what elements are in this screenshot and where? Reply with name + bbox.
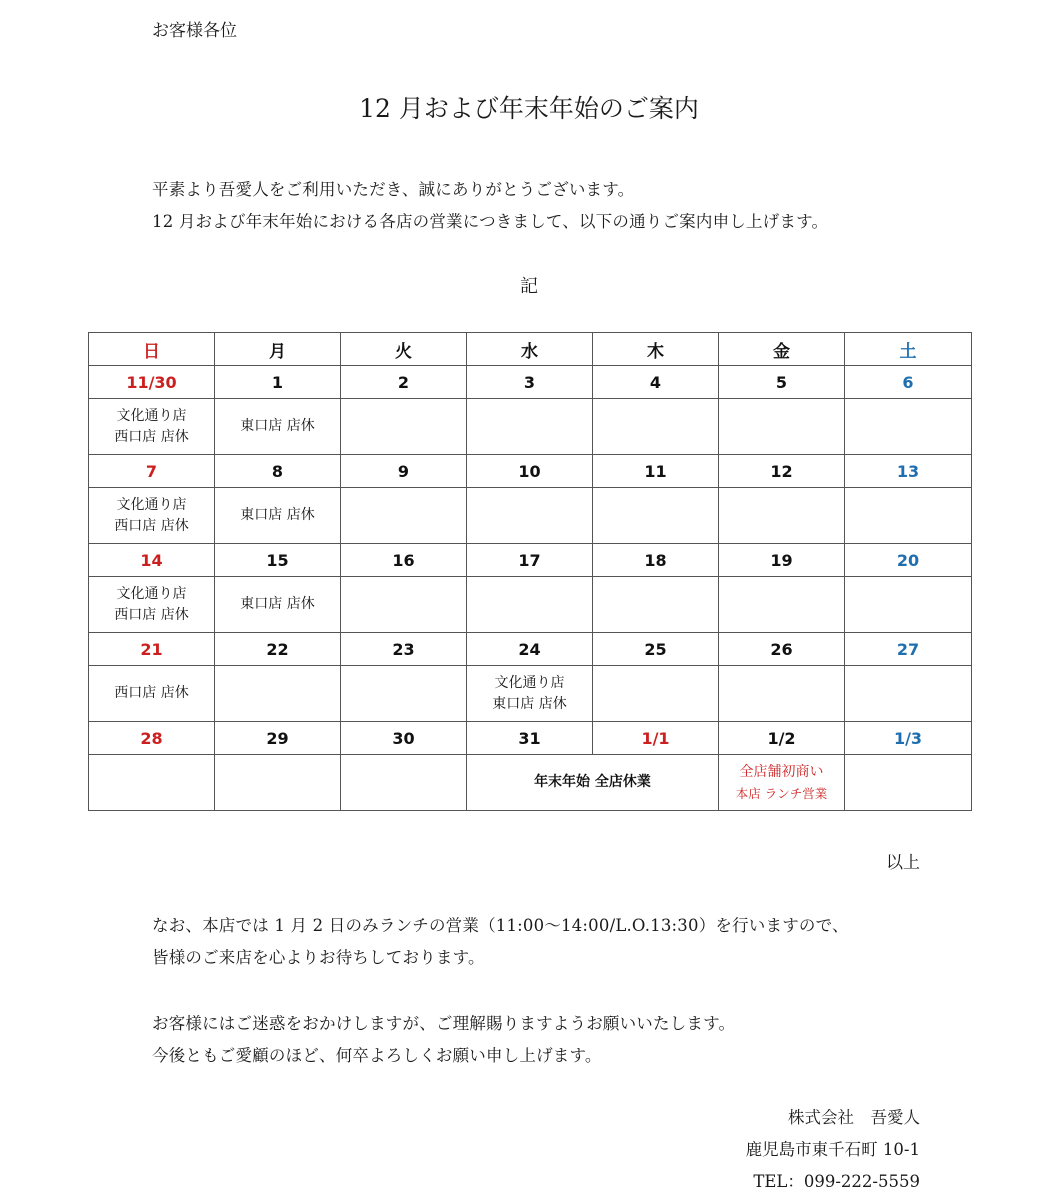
note-cell <box>845 488 972 544</box>
note-line: 東口店 店休 <box>240 596 315 612</box>
company-tel: TEL：099-222-5559 <box>753 1172 920 1191</box>
lunch-service-note: 本店 ランチ営業 <box>735 785 828 801</box>
note-cell <box>845 399 972 455</box>
date-cell: 26 <box>719 633 845 666</box>
date-cell: 15 <box>215 544 341 577</box>
note-line: 文化通り店 <box>116 585 187 602</box>
note-cell <box>341 399 467 455</box>
date-cell: 24 <box>467 633 593 666</box>
note-cell <box>341 488 467 544</box>
weekday-tuesday: 火 <box>341 333 467 366</box>
note-cell <box>467 399 593 455</box>
note-cell <box>593 666 719 722</box>
date-cell: 1/3 <box>845 722 972 755</box>
note-cell <box>845 755 972 811</box>
date-cell: 12 <box>719 455 845 488</box>
date-row <box>89 722 972 755</box>
note-cell <box>593 399 719 455</box>
note-cell <box>89 666 215 722</box>
note-cell <box>215 666 341 722</box>
note-cell <box>89 577 215 633</box>
note-cell <box>593 488 719 544</box>
note-cell <box>89 755 215 811</box>
note-cell <box>89 488 215 544</box>
addressee: お客様各位 <box>152 21 237 41</box>
closing-line-1: お客様にはご迷惑をおかけしますが、ご理解賜りますようお願いいたします。 <box>152 1014 736 1033</box>
date-cell: 11 <box>593 455 719 488</box>
date-cell: 4 <box>593 366 719 399</box>
holiday-closure-note: 年末年始 全店休業 <box>467 755 719 811</box>
note-line: 西口店 店休 <box>114 606 189 623</box>
date-cell: 29 <box>215 722 341 755</box>
note-cell <box>845 577 972 633</box>
date-cell: 10 <box>467 455 593 488</box>
note-cell <box>215 755 341 811</box>
note-cell <box>215 488 341 544</box>
date-cell: 14 <box>89 544 215 577</box>
note-cell <box>719 577 845 633</box>
date-cell: 2 <box>341 366 467 399</box>
schedule-calendar <box>88 332 972 811</box>
intro-line-2: 12 月および年末年始における各店の営業につきまして、以下の通りご案内申し上げます。 <box>152 212 829 231</box>
date-cell: 18 <box>593 544 719 577</box>
note-line: 文化通り店 <box>494 674 565 691</box>
note-line: 東口店 店休 <box>240 418 315 434</box>
date-cell: 25 <box>593 633 719 666</box>
notes-row <box>89 755 972 811</box>
weekday-wednesday: 水 <box>467 333 593 366</box>
notes-row <box>89 399 972 455</box>
date-row <box>89 633 972 666</box>
note-line: 西口店 店休 <box>114 428 189 445</box>
ijo-closing-mark: 以上 <box>886 853 920 873</box>
note-cell <box>845 666 972 722</box>
date-cell: 1 <box>215 366 341 399</box>
date-row <box>89 544 972 577</box>
date-cell: 11/30 <box>89 366 215 399</box>
date-cell: 8 <box>215 455 341 488</box>
note-cell <box>341 666 467 722</box>
note-line: 東口店 店休 <box>492 695 567 712</box>
date-cell: 17 <box>467 544 593 577</box>
date-cell-holiday: 1/1 <box>593 722 719 755</box>
note-cell <box>719 488 845 544</box>
note-cell <box>719 399 845 455</box>
date-cell: 7 <box>89 455 215 488</box>
date-cell: 16 <box>341 544 467 577</box>
note-cell <box>341 577 467 633</box>
note-cell <box>341 755 467 811</box>
note-line: 文化通り店 <box>116 407 187 424</box>
date-cell: 19 <box>719 544 845 577</box>
weekday-thursday: 木 <box>593 333 719 366</box>
note-line: 西口店 店休 <box>114 685 189 701</box>
note-cell <box>467 488 593 544</box>
date-cell: 31 <box>467 722 593 755</box>
company-name: 株式会社 吾愛人 <box>788 1108 920 1127</box>
weekday-sunday: 日 <box>89 333 215 366</box>
weekday-friday: 金 <box>719 333 845 366</box>
note-line: 文化通り店 <box>116 496 187 513</box>
date-row <box>89 366 972 399</box>
weekday-saturday: 土 <box>845 333 972 366</box>
date-cell: 28 <box>89 722 215 755</box>
notice-line-1: なお、本店では 1 月 2 日のみランチの営業（11:00～14:00/L.O.13:30）を行いますので、 <box>152 916 849 935</box>
note-cell <box>89 399 215 455</box>
date-cell: 6 <box>845 366 972 399</box>
first-business-day-note: 全店舗初商い <box>739 763 824 780</box>
closing-line-2: 今後ともご愛顧のほど、何卒よろしくお願い申し上げます。 <box>152 1046 602 1065</box>
date-cell: 20 <box>845 544 972 577</box>
date-cell: 21 <box>89 633 215 666</box>
date-cell: 5 <box>719 366 845 399</box>
date-cell: 13 <box>845 455 972 488</box>
notes-row <box>89 488 972 544</box>
date-cell: 1/2 <box>719 722 845 755</box>
note-cell <box>215 577 341 633</box>
date-cell: 27 <box>845 633 972 666</box>
note-line: 東口店 店休 <box>240 507 315 523</box>
note-line: 西口店 店休 <box>114 517 189 534</box>
date-cell: 23 <box>341 633 467 666</box>
note-cell <box>215 399 341 455</box>
notes-row <box>89 666 972 722</box>
intro-line-1: 平素より吾愛人をご利用いただき、誠にありがとうございます。 <box>152 180 635 199</box>
ki-heading: 記 <box>520 276 538 297</box>
notice-line-2: 皆様のご来店を心よりお待ちしております。 <box>152 948 485 967</box>
notes-row <box>89 577 972 633</box>
weekday-monday: 月 <box>215 333 341 366</box>
date-cell: 22 <box>215 633 341 666</box>
date-cell: 9 <box>341 455 467 488</box>
weekday-header-row <box>89 333 972 366</box>
date-row <box>89 455 972 488</box>
note-cell <box>719 666 845 722</box>
page-title: 12 月および年末年始のご案内 <box>359 94 699 123</box>
new-year-note-cell <box>719 755 845 811</box>
date-cell: 30 <box>341 722 467 755</box>
note-cell <box>467 666 593 722</box>
date-cell: 3 <box>467 366 593 399</box>
note-cell <box>467 577 593 633</box>
note-cell <box>593 577 719 633</box>
company-address: 鹿児島市東千石町 10-1 <box>745 1140 920 1159</box>
